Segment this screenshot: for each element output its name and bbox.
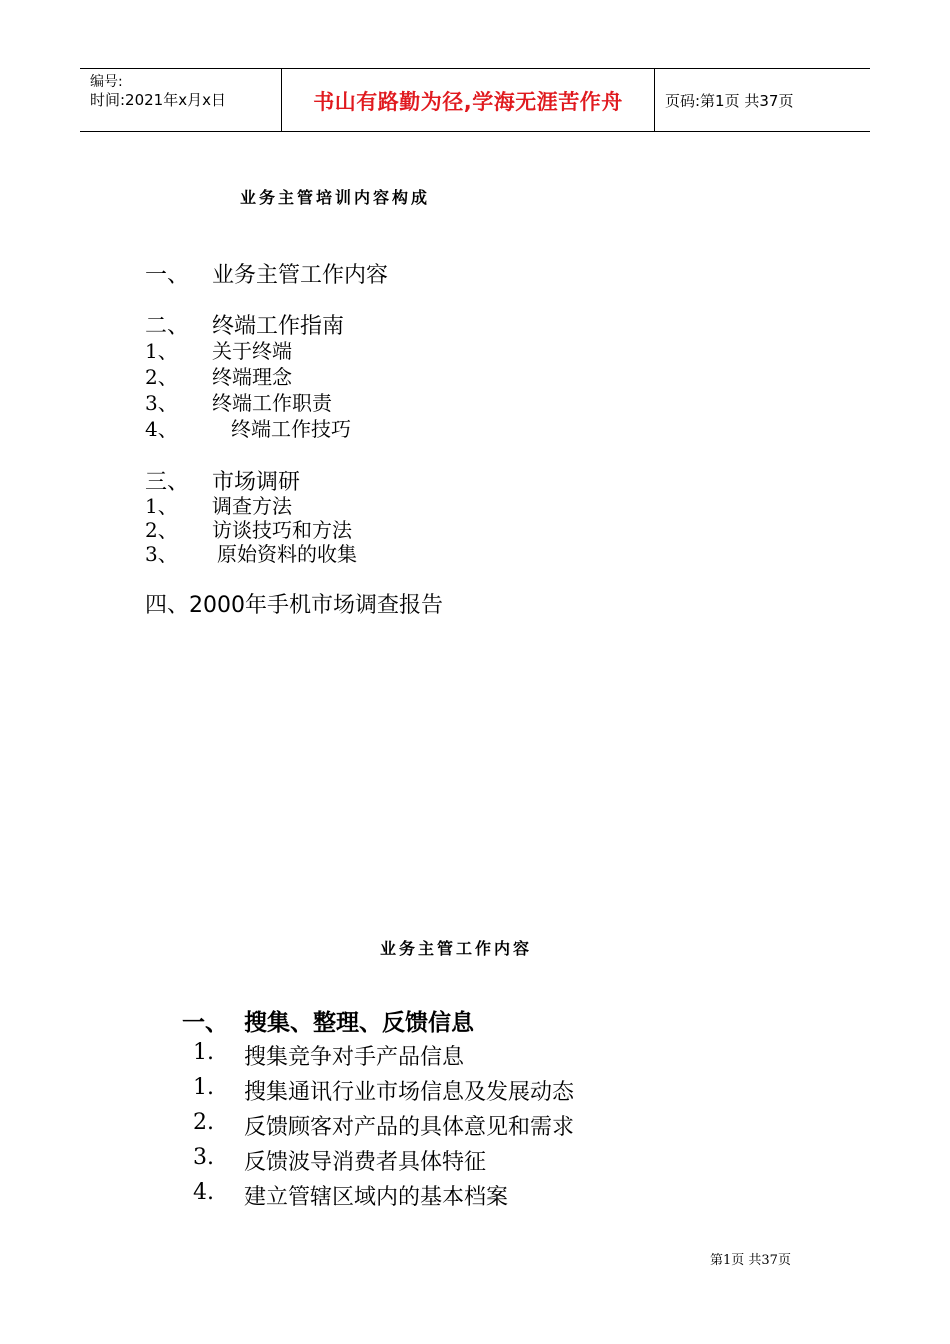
list-item-text: 搜集竞争对手产品信息 (244, 1045, 465, 1070)
doc-title: 业务主管培训内容构成 (240, 188, 431, 207)
list-item-num: 1. (193, 1040, 214, 1065)
toc-item-num: 4、 (145, 417, 178, 441)
toc-section-text: 市场调研 (212, 470, 301, 495)
list-item-text: 反馈顾客对产品的具体意见和需求 (244, 1115, 575, 1140)
toc-item-num: 2、 (145, 365, 178, 389)
toc-item-num: 1、 (145, 494, 178, 518)
toc-section-4: 四、2000年手机市场调查报告 (145, 593, 443, 618)
number-label: 编号: (90, 74, 123, 90)
toc-section-num: 二、 (145, 314, 190, 339)
toc-section-num: 一、 (145, 263, 190, 288)
header-page-cell (655, 69, 870, 131)
header-motto-cell (282, 69, 655, 131)
list-item (193, 1180, 509, 1210)
header-table (80, 68, 870, 132)
toc-item-text: 终端理念 (212, 365, 292, 389)
time-label: 时间:2021年x月x日 (90, 91, 226, 109)
section-heading (182, 1004, 474, 1037)
toc-section-text: 业务主管工作内容 (212, 263, 389, 288)
toc-item-text: 终端工作职责 (212, 391, 332, 415)
list-item-text: 建立管辖区域内的基本档案 (244, 1185, 509, 1210)
list-item-num: 2. (193, 1110, 214, 1135)
toc-item-text: 关于终端 (212, 339, 292, 363)
header-info-cell (80, 69, 282, 131)
section-heading-num: 一、 (182, 1010, 228, 1036)
list-item (193, 1110, 575, 1140)
list-item-num: 1. (193, 1075, 214, 1100)
motto: 书山有路勤为径,学海无涯苦作舟 (313, 90, 623, 114)
list-item-num: 3. (193, 1145, 214, 1170)
toc-item-num: 1、 (145, 339, 178, 363)
list-item-text: 反馈波导消费者具体特征 (244, 1150, 487, 1175)
toc-item-text: 终端工作技巧 (231, 417, 351, 441)
list-item (193, 1075, 575, 1105)
list-item (193, 1145, 487, 1175)
toc-item-num: 3、 (145, 391, 178, 415)
toc-item-text: 调查方法 (212, 494, 292, 518)
toc-item-num: 3、 (145, 542, 178, 566)
toc-item-num: 2、 (145, 518, 178, 542)
page-number: 页码:第1页 共37页 (665, 92, 794, 110)
section-title: 业务主管工作内容 (380, 939, 533, 958)
toc-item-text: 原始资料的收集 (217, 542, 357, 566)
section-heading-text: 搜集、整理、反馈信息 (244, 1010, 474, 1036)
footer-page-number: 第1页 共37页 (710, 1253, 791, 1268)
list-item-num: 4. (193, 1180, 214, 1205)
toc-item-text: 访谈技巧和方法 (212, 518, 352, 542)
list-item (193, 1040, 465, 1070)
list-item-text: 搜集通讯行业市场信息及发展动态 (244, 1080, 575, 1105)
toc-section-text: 终端工作指南 (212, 314, 345, 339)
toc-section-num: 三、 (145, 470, 190, 495)
